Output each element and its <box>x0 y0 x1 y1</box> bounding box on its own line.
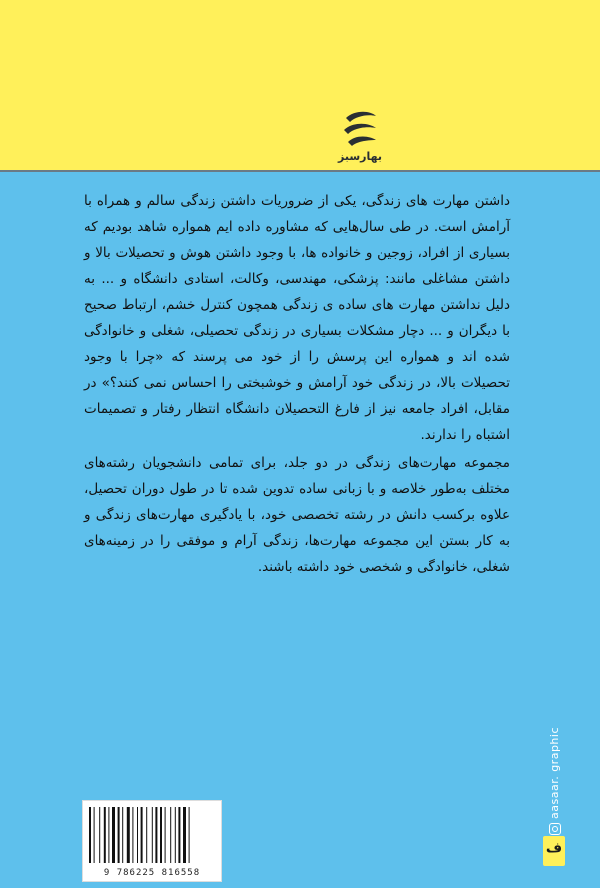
top-yellow-band <box>0 0 600 172</box>
leaf-stack-icon <box>340 108 380 152</box>
publisher-logo <box>330 108 390 178</box>
instagram-icon <box>549 823 561 835</box>
blurb-paragraph-1: داشتن مهارت های زندگی، یکی از ضروریات داشتن زندگی سالم و همراه با آرامش است. در طی سال‌هایی که مشاوره داده ایم همواره شاهد بودیم که بسیاری از افراد، زوجین و خانواده ها، با وجود داشتن هوش و تحصیلات بالا و داشتن مشاغلی مانند: پزشکی، مهندسی، وکالت، استادی دانشگاه و ... به دلیل نداشتن مهارت های ساده ی زندگی همچون کنترل خشم، ارتباط صحیح با دیگران و ... دچار مشکلات بسیاری در زندگی تحصیلی، شغلی و خانوادگی شده اند و همواره این پرسش را از خود می پرسند که «چرا با وجود تحصیلات بالا، در زندگی خود آرامش و خوشبختی را احساس نمی کنند؟» در مقابل، افراد جامعه نیز از فارغ التحصیلان دانشگاه انتظار رفتار و تصمیمات اشتباه را ندارند. <box>84 193 510 443</box>
barcode-digits: 9 786225 816558 <box>103 868 201 878</box>
blurb-paragraph-2: مجموعه مهارت‌های زندگی در دو جلد، برای تمامی دانشجویان رشته‌های مختلف به‌طور خلاصه و با زبانی ساده تدوین شده تا در طول دوران تحصیل، علاوه برکسب دانش در رشته تخصصی خود، با یادگیری مهارت‌های زندگی و به کار بستن این مجموعه مهارت‌ها، زندگی آرام و موفقی را در زمینه‌های شغلی، خانوادگی و شخصی خود داشته باشند. <box>84 455 510 575</box>
back-cover-blurb <box>84 188 510 580</box>
isbn-barcode <box>82 800 222 882</box>
designer-credit <box>548 727 561 835</box>
barcode-bars <box>89 807 215 863</box>
designer-handle: aasaar. graphic <box>548 726 561 819</box>
publisher-logo-text: بهارسبز <box>337 150 382 163</box>
publisher-mark-text: ف <box>545 840 563 856</box>
publisher-mark <box>543 836 565 866</box>
